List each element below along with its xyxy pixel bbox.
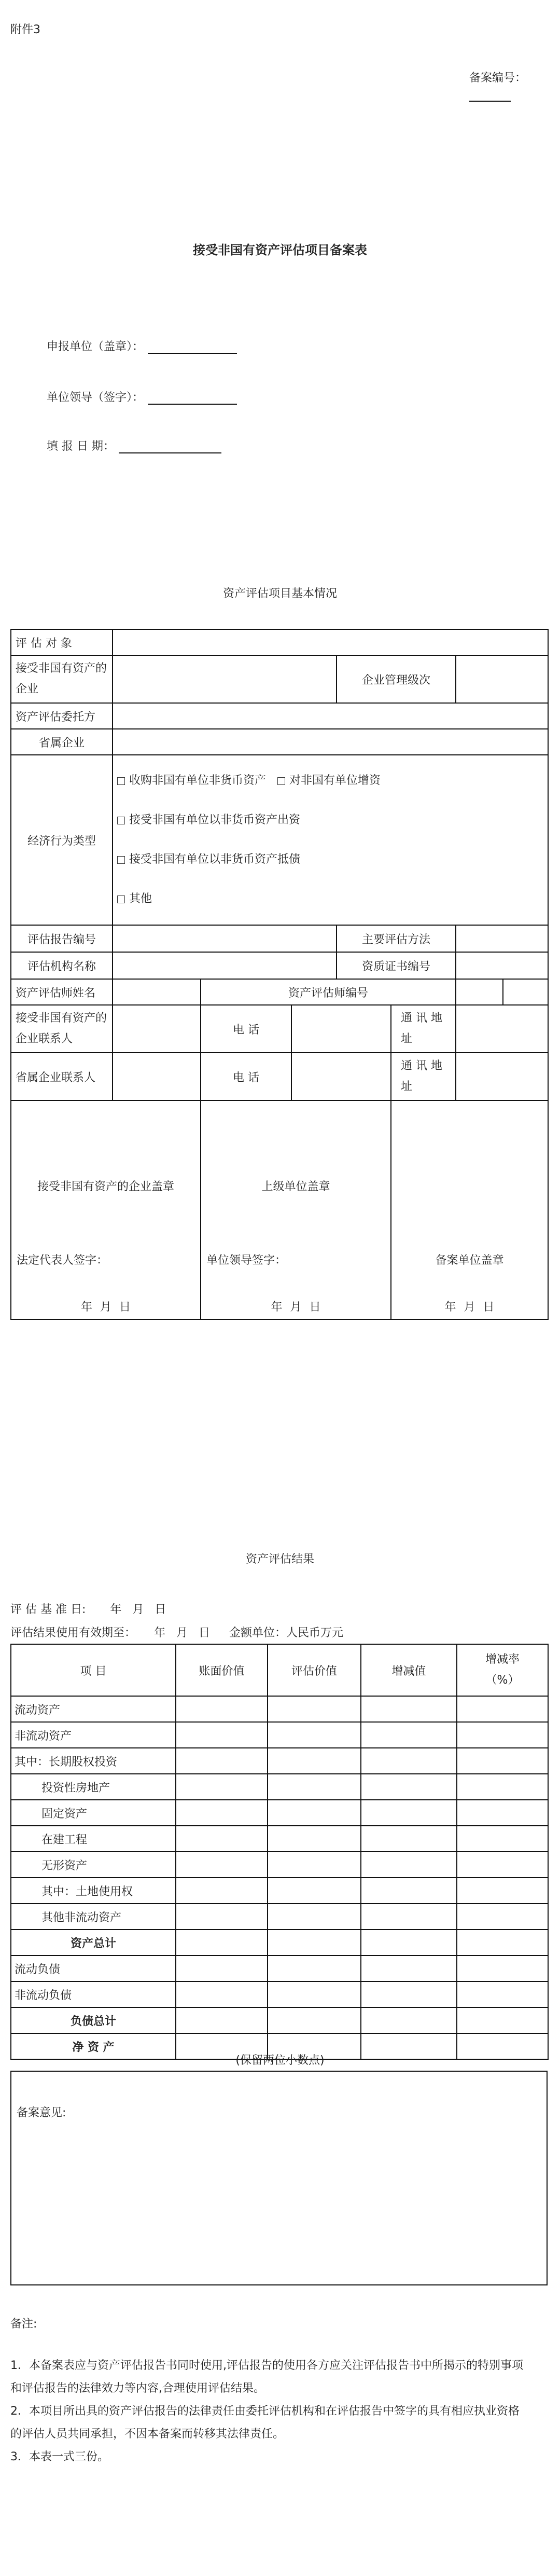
- row-label: 非流动资产: [11, 1722, 176, 1748]
- receiving-company-input[interactable]: [113, 655, 337, 703]
- value-cell[interactable]: [361, 1800, 457, 1826]
- option-debt[interactable]: 接受非国有单位以非货币资产抵债: [117, 840, 543, 879]
- value-cell[interactable]: [268, 1981, 361, 2007]
- value-cell[interactable]: [176, 1904, 268, 1930]
- client-label: 资产评估委托方: [11, 703, 113, 729]
- filing-number-field[interactable]: [469, 69, 560, 102]
- date-ymd-1: 年 月 日: [81, 1301, 131, 1314]
- leader-field[interactable]: [47, 388, 237, 405]
- value-cell[interactable]: [176, 1955, 268, 1981]
- opinion-label: 备案意见:: [17, 2106, 66, 2119]
- opinion-box[interactable]: [10, 2071, 548, 2285]
- value-cell[interactable]: [176, 1930, 268, 1955]
- value-cell[interactable]: [176, 1852, 268, 1878]
- leader-sign-label: 单位领导签字：: [206, 1254, 287, 1267]
- address-input-2[interactable]: [456, 1053, 548, 1100]
- value-cell[interactable]: [176, 1826, 268, 1852]
- unit-field[interactable]: [47, 337, 237, 354]
- seal-superior-label: 上级单位盖章: [261, 1180, 330, 1193]
- value-cell[interactable]: [176, 2007, 268, 2033]
- value-cell[interactable]: [268, 1930, 361, 1955]
- appraiser-no-input-a[interactable]: [456, 979, 503, 1005]
- seal-filing-cell[interactable]: [391, 1100, 548, 1319]
- notes-label: 备注:: [10, 2318, 37, 2331]
- leader-blank[interactable]: [148, 388, 237, 405]
- value-cell[interactable]: [457, 1774, 548, 1800]
- value-cell[interactable]: [361, 1930, 457, 1955]
- provincial-label: 省属企业: [11, 729, 113, 755]
- value-cell[interactable]: [176, 1981, 268, 2007]
- attachment-label: 附件3: [10, 23, 40, 36]
- table-row: [11, 1696, 548, 1722]
- table-row: [11, 1878, 548, 1904]
- value-cell[interactable]: [176, 1748, 268, 1774]
- base-date-row: [10, 1601, 166, 1617]
- report-no-input[interactable]: [113, 925, 337, 952]
- seal-company-cell[interactable]: [11, 1100, 201, 1319]
- value-cell[interactable]: [268, 1722, 361, 1748]
- value-cell[interactable]: [361, 1955, 457, 1981]
- value-cell[interactable]: [268, 1826, 361, 1852]
- table-row: [11, 1722, 548, 1748]
- decimal-note: (保留两位小数点): [235, 2054, 325, 2067]
- option-contribution[interactable]: 接受非国有单位以非货币资产出资: [117, 801, 543, 840]
- value-cell[interactable]: [457, 1981, 548, 2007]
- date-field[interactable]: [47, 437, 221, 453]
- table-row: [11, 1981, 548, 2007]
- filing-number-label: 备案编号：: [469, 72, 527, 85]
- appraiser-no-label: 资产评估师编号: [201, 979, 456, 1005]
- appraiser-name-input[interactable]: [113, 979, 201, 1005]
- address-label-2: 通 讯 地 址: [391, 1053, 456, 1100]
- currency-unit-label: 金额单位：人民币万元: [229, 1627, 344, 1640]
- value-cell[interactable]: [457, 1904, 548, 1930]
- seal-filing-label: 备案单位盖章: [435, 1254, 504, 1267]
- document-title: 接受非国有资产评估项目备案表: [193, 243, 367, 257]
- notes-list: [10, 2354, 560, 2469]
- valid-period-row: [10, 1624, 343, 1640]
- seal-company-label: 接受非国有资产的企业盖章: [37, 1180, 174, 1193]
- value-cell[interactable]: [268, 1852, 361, 1878]
- leader-label: 单位领导（签字）：: [47, 391, 144, 404]
- table-row: [11, 1748, 548, 1774]
- value-cell[interactable]: [361, 1696, 457, 1722]
- note-item: 2．本项目所出具的资产评估报告的法律责任由委托评估机构和在评估报告中签字的具有相应执业资格: [10, 2405, 520, 2418]
- note-item: 的评估人员共同承担，不因本备案而转移其法律责任。: [10, 2428, 285, 2441]
- value-cell[interactable]: [268, 1774, 361, 1800]
- value-cell[interactable]: [457, 1826, 548, 1852]
- main-method-input[interactable]: [456, 925, 548, 952]
- col-header-item: 项 目: [11, 1644, 176, 1696]
- row-label: 其中：土地使用权: [11, 1878, 176, 1904]
- value-cell[interactable]: [457, 1955, 548, 1981]
- value-cell[interactable]: [176, 1722, 268, 1748]
- col-header-appraised-value: 评估价值: [268, 1644, 361, 1696]
- table-row: [11, 1930, 548, 1955]
- note-item: 和评估报告的法律效力等内容,合理使用评估结果。: [10, 2382, 265, 2395]
- basic-info-table: [10, 629, 549, 1320]
- value-cell[interactable]: [457, 2007, 548, 2033]
- eval-object-label: 评 估 对 象: [11, 629, 113, 655]
- value-cell[interactable]: [457, 1852, 548, 1878]
- agency-name-label: 评估机构名称: [11, 952, 113, 979]
- value-cell[interactable]: [361, 1826, 457, 1852]
- results-table: [10, 1644, 549, 2060]
- address-input-1[interactable]: [456, 1005, 548, 1053]
- legal-rep-label: 法定代表人签字：: [17, 1254, 108, 1267]
- value-cell[interactable]: [457, 1878, 548, 1904]
- valid-period-label: 评估结果使用有效期至：: [10, 1627, 136, 1640]
- value-cell[interactable]: [457, 1722, 548, 1748]
- row-label: 负债总计: [11, 2007, 176, 2033]
- date-ymd-2: 年 月 日: [271, 1301, 321, 1314]
- value-cell[interactable]: [268, 1955, 361, 1981]
- value-cell[interactable]: [361, 1748, 457, 1774]
- table-row: [11, 1955, 548, 1981]
- value-cell[interactable]: [361, 2007, 457, 2033]
- cert-no-label: 资质证书编号: [337, 952, 456, 979]
- row-label: 流动资产: [11, 1696, 176, 1722]
- checkbox-icon[interactable]: [117, 896, 125, 903]
- table-row: [11, 2007, 548, 2033]
- row-label: 非流动负债: [11, 1981, 176, 2007]
- option-other[interactable]: 其他: [117, 879, 543, 919]
- row-label: 其他非流动资产: [11, 1904, 176, 1930]
- unit-label: 申报单位（盖章）：: [47, 340, 144, 353]
- row-label: 固定资产: [11, 1800, 176, 1826]
- base-date-ymd: 年 月 日: [110, 1603, 166, 1616]
- value-cell[interactable]: [176, 1774, 268, 1800]
- table-row: [11, 1904, 548, 1930]
- seal-superior-cell[interactable]: [201, 1100, 391, 1319]
- row-label: 流动负债: [11, 1955, 176, 1981]
- value-cell[interactable]: [176, 1696, 268, 1722]
- contact-company-input[interactable]: [113, 1005, 201, 1053]
- value-cell[interactable]: [268, 2007, 361, 2033]
- contact-provincial-input[interactable]: [113, 1053, 201, 1100]
- base-date-label: 评 估 基 准 日:: [10, 1603, 86, 1616]
- phone-label-1: 电 话: [201, 1005, 291, 1053]
- results-header-row: [11, 1644, 548, 1696]
- value-cell[interactable]: [361, 1981, 457, 2007]
- address-label-1: 通 讯 地 址: [391, 1005, 456, 1053]
- table-row: [11, 1774, 548, 1800]
- date-blank[interactable]: [119, 437, 221, 453]
- appraiser-name-label: 资产评估师姓名: [11, 979, 113, 1005]
- report-no-label: 评估报告编号: [11, 925, 113, 952]
- option-acquire[interactable]: 收购非国有单位非货币资产 对非国有单位增资: [117, 761, 543, 801]
- section1-title: 资产评估项目基本情况: [222, 587, 337, 600]
- phone-input-1[interactable]: [291, 1005, 391, 1053]
- value-cell[interactable]: [176, 1800, 268, 1826]
- phone-label-2: 电 话: [201, 1053, 291, 1100]
- appraiser-no-input-b[interactable]: [503, 979, 548, 1005]
- value-cell[interactable]: [176, 1878, 268, 1904]
- value-cell[interactable]: [361, 1852, 457, 1878]
- row-label: 投资性房地产: [11, 1774, 176, 1800]
- checkbox-icon[interactable]: [277, 777, 285, 785]
- value-cell[interactable]: [457, 1748, 548, 1774]
- col-header-book-value: 账面价值: [176, 1644, 268, 1696]
- note-item: 3．本表一式三份。: [10, 2450, 109, 2463]
- unit-blank[interactable]: [148, 337, 237, 354]
- checkbox-icon[interactable]: [117, 777, 125, 785]
- checkbox-icon[interactable]: [117, 817, 125, 824]
- section2-title: 资产评估结果: [245, 1553, 314, 1566]
- row-label: 资产总计: [11, 1930, 176, 1955]
- value-cell[interactable]: [361, 1774, 457, 1800]
- row-label: 在建工程: [11, 1826, 176, 1852]
- row-label: 无形资产: [11, 1852, 176, 1878]
- valid-period-ymd: 年 月 日: [154, 1627, 211, 1640]
- contact-company-label: 接受非国有资产的企业联系人: [11, 1005, 113, 1053]
- value-cell[interactable]: [268, 1696, 361, 1722]
- mgmt-level-label: 企业管理级次: [337, 655, 456, 703]
- cert-no-input[interactable]: [456, 952, 548, 979]
- receiving-company-label: 接受非国有资产的企业: [11, 655, 113, 703]
- value-cell[interactable]: [268, 1748, 361, 1774]
- row-label: 净 资 产: [11, 2033, 176, 2059]
- col-header-change-rate: 增减率（%）: [457, 1644, 548, 1696]
- value-cell[interactable]: [268, 1904, 361, 1930]
- date-label: 填 报 日 期：: [47, 440, 115, 453]
- checkbox-icon[interactable]: [117, 856, 125, 864]
- col-header-change: 增减值: [361, 1644, 457, 1696]
- client-input[interactable]: [113, 703, 548, 729]
- filing-number-blank[interactable]: [469, 85, 511, 102]
- mgmt-level-input[interactable]: [456, 655, 548, 703]
- contact-provincial-label: 省属企业联系人: [11, 1053, 113, 1100]
- behavior-type-label: 经济行为类型: [11, 755, 113, 925]
- value-cell[interactable]: [361, 1722, 457, 1748]
- table-row: [11, 1826, 548, 1852]
- table-row: [11, 1852, 548, 1878]
- value-cell[interactable]: [361, 1904, 457, 1930]
- value-cell[interactable]: [268, 1878, 361, 1904]
- date-ymd-3: 年 月 日: [444, 1301, 495, 1314]
- eval-object-input[interactable]: [113, 629, 548, 655]
- value-cell[interactable]: [457, 1696, 548, 1722]
- table-row: [11, 1800, 548, 1826]
- row-label: 其中：长期股权投资: [11, 1748, 176, 1774]
- note-item: 1．本备案表应与资产评估报告书同时使用,评估报告的使用各方应关注评估报告书中所揭示的特别事项: [10, 2359, 523, 2372]
- provincial-input[interactable]: [113, 729, 548, 755]
- value-cell[interactable]: [457, 1930, 548, 1955]
- behavior-options: [113, 755, 548, 925]
- agency-name-input[interactable]: [113, 952, 337, 979]
- value-cell[interactable]: [457, 1800, 548, 1826]
- phone-input-2[interactable]: [291, 1053, 391, 1100]
- value-cell[interactable]: [268, 1800, 361, 1826]
- main-method-label: 主要评估方法: [337, 925, 456, 952]
- value-cell[interactable]: [361, 1878, 457, 1904]
